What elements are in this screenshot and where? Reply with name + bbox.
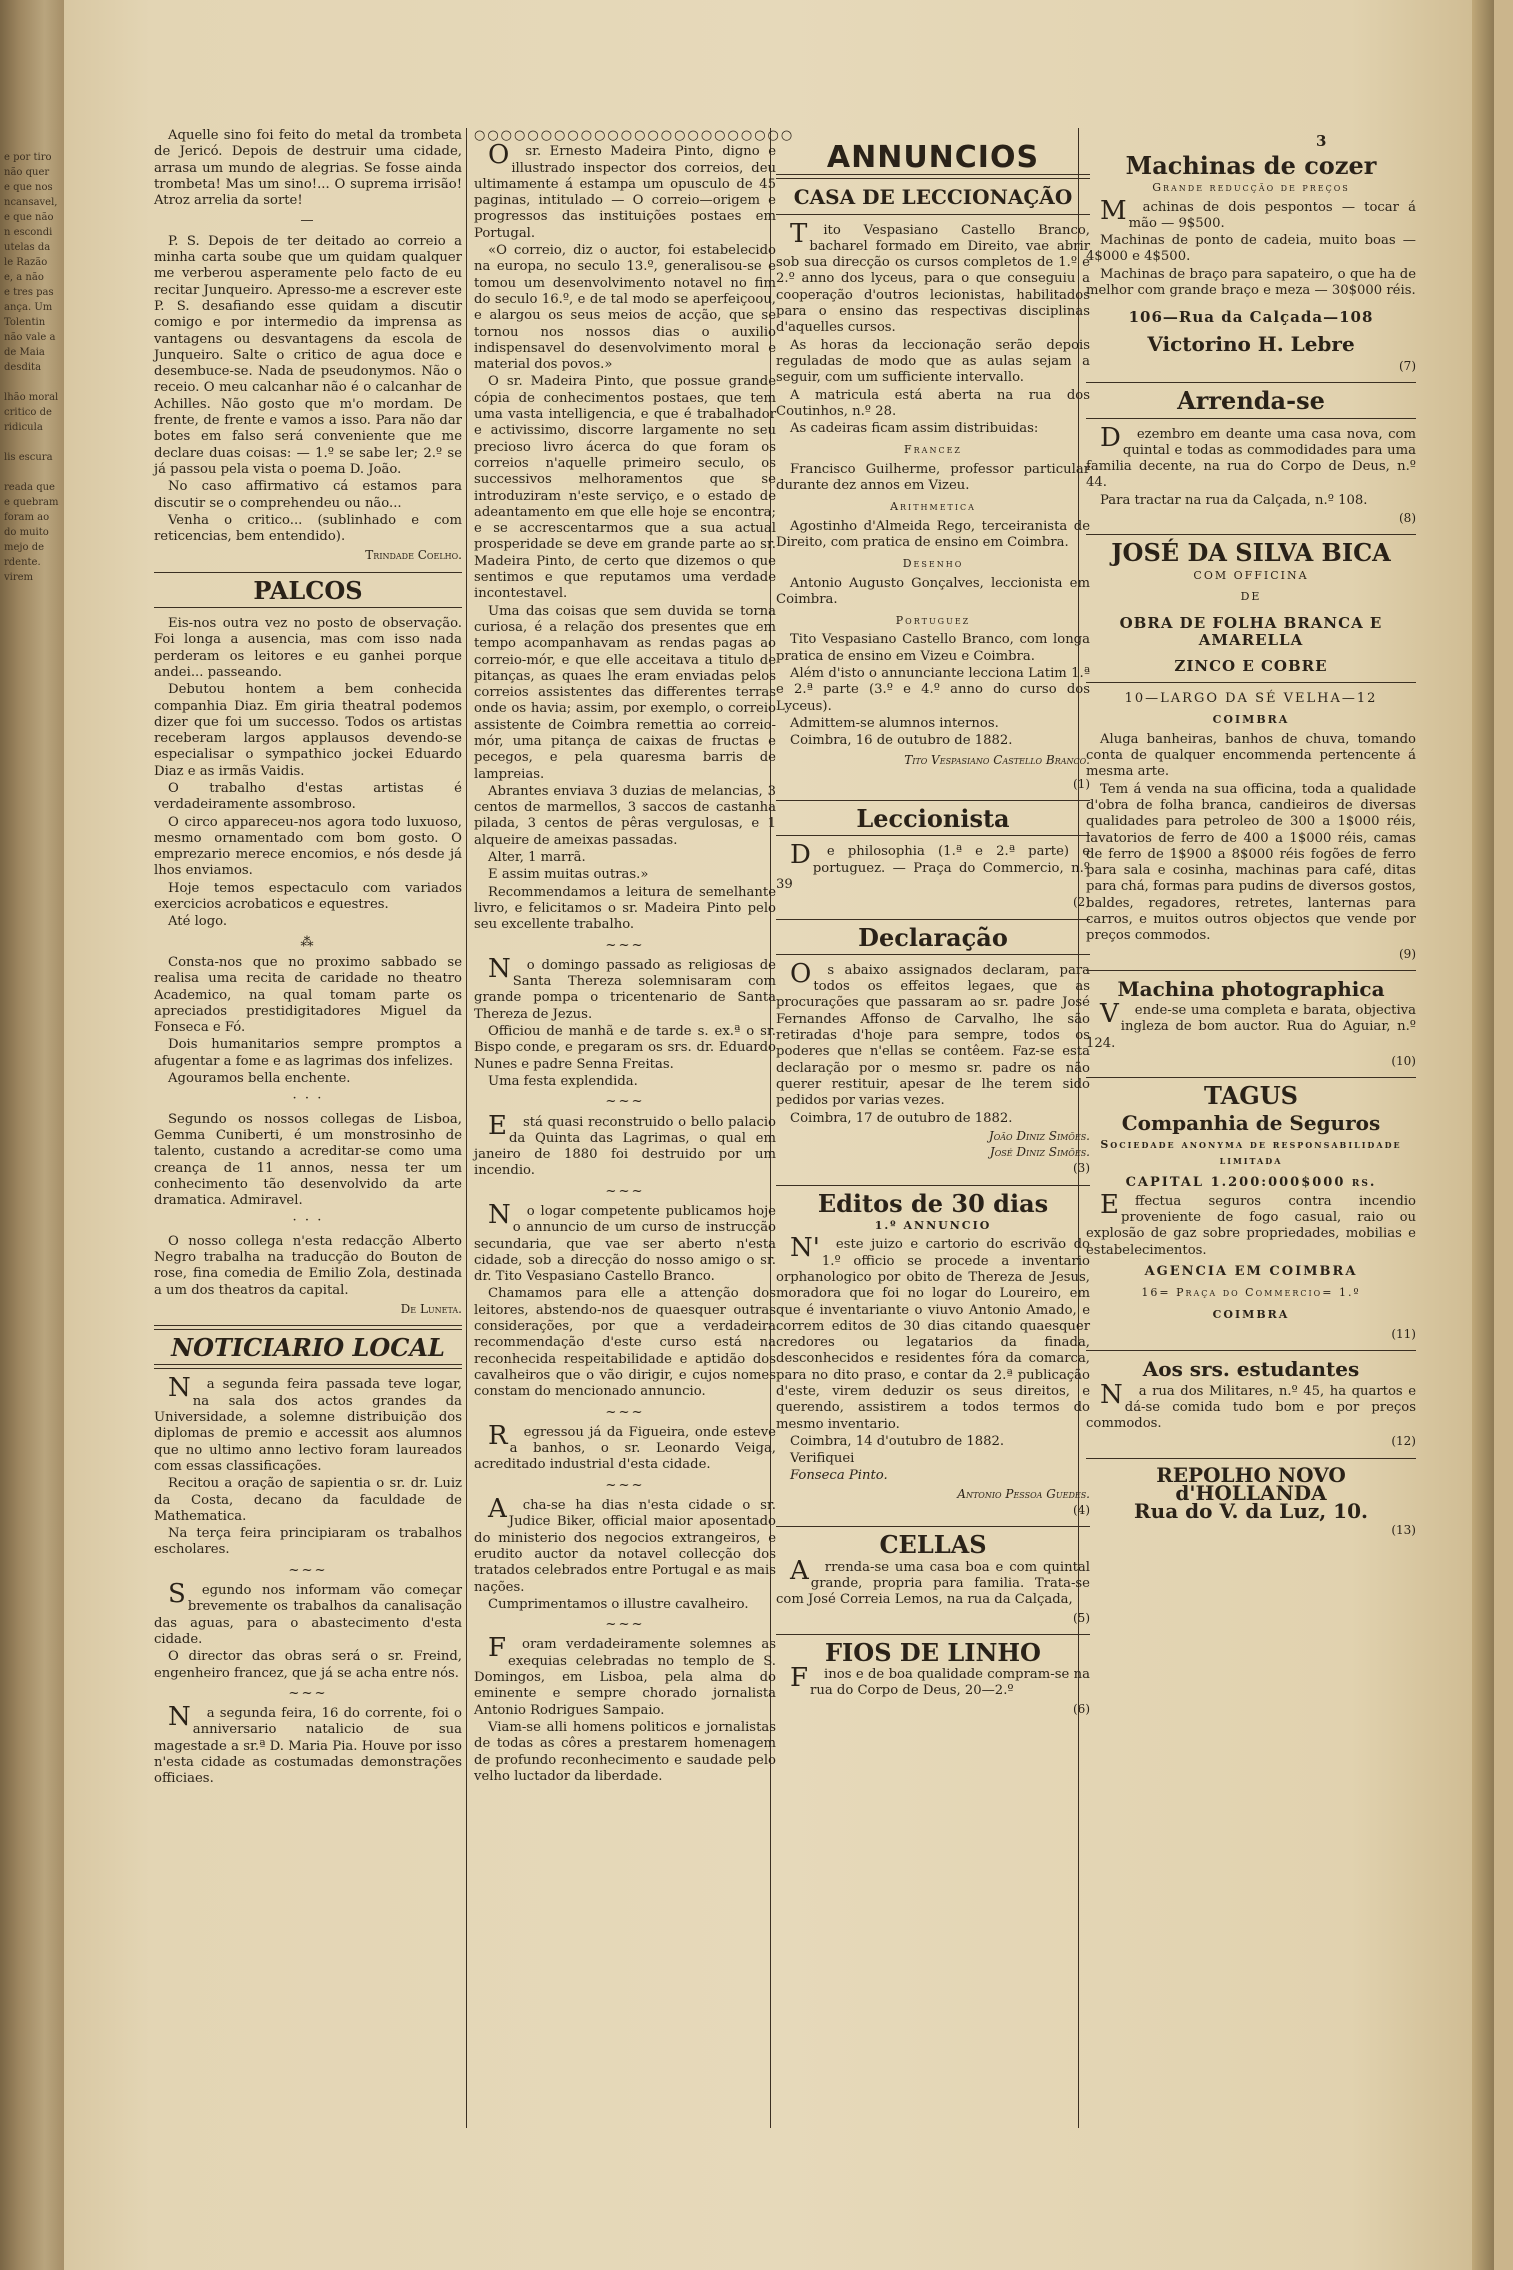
divider (1086, 382, 1416, 383)
paragraph: Abrantes enviava 3 duzias de melancias, 3 centos de marmellos, 3 saccos de castanha pilada, 3 centos de pêras vergulosas, e 1 alqueire de ameixas passadas. (474, 783, 776, 848)
separator: ~~~ (605, 1617, 645, 1633)
ad-number: (10) (1391, 1054, 1416, 1069)
divider (776, 919, 1090, 920)
paragraph: Consta-nos que no proximo sabbado se realisa uma recita de caridade no theatro Academico, na qual tomam parte os apreciados prestidigitadores Miguel da Fonseca e Fó. (154, 954, 462, 1036)
ad-heading-repolho: d'HOLLANDA (1175, 1481, 1327, 1505)
paragraph: Dois humanitarios sempre promptos a afugentar a fome e as lagrimas dos infelizes. (154, 1037, 462, 1069)
paragraph: Fonseca Pinto. (790, 1468, 888, 1484)
separator: ~~~ (605, 1183, 645, 1199)
paragraph: Tem á venda na sua officina, toda a qualidade d'obra de folha branca, candieiros de diversas qualidades para petroleo de 300 a 1$000 réis, lavatorios de ferro de 400 a 1$000 réis, camas de ferro de 1$900 a 8$000 réis fogões de ferro para sala e cosinha, machinas para café, ditas para chá, formas para pudins de diversos gostos, baldes, regadores, retretes, lanternas para carros, e muitos outros objectos que vende por preços commodos. (1086, 781, 1416, 944)
divider (154, 1364, 462, 1369)
ad-subheading: Companhia de Seguros (1121, 1110, 1381, 1135)
ad-number: (6) (1073, 1701, 1090, 1716)
paragraph: O nosso collega n'esta redacção Alberto Negro trabalha na traducção do Bouton de rose, fina comedia de Emilio Zola, destinada a um dos theatros da capital. (154, 1233, 462, 1298)
ad-number: (8) (1399, 511, 1416, 526)
city-label: COIMBRA (1212, 713, 1290, 727)
paragraph: Coimbra, 16 de outubro de 1882. (790, 733, 1013, 749)
separator: — (300, 213, 316, 229)
paragraph: Coimbra, 17 de outubro de 1882. (790, 1110, 1013, 1126)
section-heading-annuncios: ANNUNCIOS (826, 140, 1040, 175)
paragraph: Eis-nos outra vez no posto de observação. Foi longa a ausencia, mas com isso nada perderam os leitores e eu ganhei porque andei... passeando. (154, 616, 462, 680)
ad-heading-casa-leccionacao: CASA DE LECCIONAÇÃO (793, 185, 1073, 210)
paragraph: Recommendamos a leitura de semelhante livro, e felicitamos o sr. Madeira Pinto pelo seu excellente trabalho. (474, 884, 776, 933)
ad-number: (11) (1391, 1326, 1416, 1341)
paragraph: Segundo os nossos collegas de Lisboa, Gemma Cuniberti, é um monstrosinho de talento, custando a acreditar-se como uma creança de 11 annos, nessa ter um conhecimento tão desenvolvido da arte dramatica. Admiravel. (154, 1111, 462, 1209)
subject-label: Desenho (902, 557, 964, 571)
paragraph: Na segunda feira, 16 do corrente, foi o anniversario natalicio de sua magestade a sr.ª D. Maria Pia. Houve por isso n'esta cidade as costumadas demonstrações officiaes. (154, 1702, 462, 1787)
paragraph: O circo appareceu-nos agora todo luxuoso, mesmo ornamentado com bom gosto. O emprezario merece encomios, e nós desde já lhos enviamos. (154, 814, 462, 879)
signature: De Luneta. (400, 1301, 462, 1316)
paragraph: Officiou de manhã e de tarde s. ex.ª o sr. Bispo conde, e pregaram os srs. dr. Eduardo Nunes e padre Senna Freitas. (474, 1024, 776, 1072)
separator: ~~~ (288, 1685, 328, 1701)
paragraph: Vende-se uma completa e barata, objectiva ingleza de bom auctor. Rua do Aguiar, n.º 124. (1086, 999, 1416, 1051)
paragraph: Viam-se alli homens politicos e jornalistas de todas as côres a prestarem homenagem de profundo reconhecimento e saudade pelo velho luctador da liberdade. (474, 1719, 776, 1784)
ad-number: (2) (1073, 895, 1090, 910)
ad-heading-machinas: Machinas de cozer (1125, 151, 1377, 180)
ad-heading-photo: Machina photographica (1117, 976, 1385, 1001)
paragraph: No domingo passado as religiosas de Santa Thereza solemnisaram com grande pompa o tricentenario de Santa Thereza de Jezus. (474, 953, 776, 1022)
paragraph: Na segunda feira passada teve logar, na sala dos actos grandes da Universidade, a solemne distribuição dos diplomas de premio e accessit aos alumnos que no ultimo anno lectivo foram laureados com essas classificações. (154, 1373, 462, 1474)
ad-heading-declaracao: Declaração (858, 922, 1008, 952)
column-2 (474, 128, 795, 1786)
paragraph: Para tractar na rua da Calçada, n.º 108. (1100, 492, 1368, 508)
paragraph: Segundo nos informam vão começar brevemente os trabalhos da canalisação das aguas, para o abastecimento d'esta cidade. (154, 1579, 462, 1647)
paragraph: Hoje temos espectaculo com variados exercicios acrobaticos e equestres. (154, 880, 462, 913)
paragraph: As cadeiras ficam assim distribuidas: (790, 421, 1039, 437)
merchant-name: Victorino H. Lebre (1147, 331, 1355, 356)
paragraph: Até logo. (168, 914, 228, 930)
separator: ~~~ (605, 1094, 645, 1110)
paragraph: Cumprimentamos o illustre cavalheiro. (488, 1596, 749, 1612)
paragraph: P. S. Depois de ter deitado ao correio a minha carta soube que um quidam qualquer me verberou asperamente pelo facto de eu recitar Junqueiro. Apresso-me a escrever este P. S. desafiando esse quidam a discutir comigo e por intermedio da imprensa as vantagens ou desvantagens da escola de Junqueiro. Salte o critico de agua doce e desembuce-se. Nada de pseudonymos. Não o receio. O meu calcanhar não é o calcanhar de Achilles. Não gosto que m'o mordam. De frente, de frente e vamos a isso. Para não dar botes em falso será conveniente que me declare duas coisas: — 1.º se sabe ler; 2.º se já passou pela vista o poema D. João. (154, 233, 462, 477)
paragraph: Aquelle sino foi feito do metal da trombeta de Jericó. Depois de destruir uma cidade, arrasa um mundo de alegrias. Se fosse ainda trombeta! Mas um sino!... O suprema irrisão! Atroz arrelia da sorte! (154, 128, 462, 209)
column-rule (466, 128, 467, 2128)
paragraph: Machinas de braço para sapateiro, o que ha de melhor com grande braço e meza — 30$000 réis. (1086, 266, 1416, 299)
divider (776, 954, 1090, 955)
divider (776, 835, 1090, 836)
signature: Tito Vespasiano Castello Branco. (904, 752, 1090, 767)
divider (776, 174, 1090, 179)
paragraph: Machinas de dois pespontos — tocar á mão — 9$500. (1100, 195, 1416, 231)
address-line: 16= Praça do Commercio= 1.º (1141, 1286, 1361, 1300)
adjacent-page-edge (0, 0, 64, 2270)
ad-heading-editos: Editos de 30 dias (817, 1188, 1049, 1218)
paragraph: Venha o critico... (sublinhado e com reticencias, bem entendido). (154, 512, 462, 545)
paragraph: «O correio, diz o auctor, foi estabelecido na europa, no seculo 13.º, generalisou-se e tomou um desenvolvimento notavel no fim do seculo 16.º, e de tal modo se aperfeiçoou, e alargou os seus meios de acção, que se tornou nos nossos dias o auxilio indispensavel do desenvolvimento moral e material dos povos.» (474, 243, 776, 373)
paragraph: Os abaixo assignados declaram, para todos os effeitos legaes, que as procurações que passaram ao sr. padre José Fernandes Affonso de Carvalho, lhe são retiradas d'hoje para sempre, todos os poderes que n'ellas se contêem. Faz-se esta declaração por o mesmo sr. padre os não querer restituir, apesar de lhe terem sido pedidos por varias vezes. (776, 958, 1090, 1109)
paragraph: Agouramos bella enchente. (168, 1071, 351, 1087)
capital-label: CAPITAL 1.200:000$000 rs. (1125, 1174, 1377, 1190)
divider (1086, 682, 1416, 683)
address-line: 106—Rua da Calçada—108 (1128, 308, 1374, 327)
ad-heading-arrenda: Arrenda-se (1177, 386, 1325, 416)
paragraph: Arrenda-se uma casa boa e com quintal grande, propria para familia. Trata-se com José Correia Lemos, na rua da Calçada, (776, 1555, 1090, 1608)
paragraph: Na terça feira principiaram os trabalhos escholares. (154, 1526, 462, 1558)
ad-subheading: 1.º ANNUNCIO (874, 1219, 992, 1233)
subject-label: Arithmetica (890, 500, 976, 514)
ad-subheading: Sociedade anonyma de responsabilidade limitada (1100, 1137, 1402, 1168)
paragraph: Agostinho d'Almeida Rego, terceiranista de Direito, com pratica de ensino em Coimbra. (776, 518, 1090, 550)
paragraph: Além d'isto o annunciante lecciona Latim 1.ª e 2.ª parte (3.º e 4.º anno do curso dos Lyceus). (776, 666, 1090, 714)
section-heading-noticiario: NOTICIARIO LOCAL (171, 1333, 445, 1363)
divider (776, 800, 1090, 801)
column-1 (154, 128, 462, 1789)
ad-heading-repolho: REPOLHO NOVO (1156, 1462, 1346, 1487)
ad-number: (7) (1399, 358, 1416, 373)
paragraph: O sr. Madeira Pinto, que possue grande cópia de conhecimentos postaes, que tem uma vasta intelligencia, e que é trabalhador e activissimo, discorre largamente no seu precioso livro ácerca do que foram os correios n'aquelle primeiro seculo, os successivos melhoramentos que se introduziram n'este serviço, e o estado de adeantamento em que elle hoje se encontra; e se accrescentarmos que a sua actual prosperidade se deve em grande parte ao sr. Madeira Pinto, de certo que dizemos o que sentimos e que reputamos uma verdade incontestavel. (474, 374, 776, 602)
paragraph: Foram verdadeiramente solemnes as exequias celebradas no templo de S. Domingos, em Lisboa, pela alma do eminente e sempre chorado jornalista Antonio Rodrigues Sampaio. (474, 1633, 776, 1718)
paragraph: Aluga banheiras, banhos de chuva, tomando conta de qualquer encommenda pertencente á mesma arte. (1086, 731, 1416, 780)
section-heading-palcos: PALCOS (253, 575, 363, 605)
paragraph: Na rua dos Militares, n.º 45, ha quartos e dá-se comida tudo bom e por preços commodos. (1086, 1379, 1416, 1432)
paragraph: Antonio Augusto Gonçalves, leccionista em Coimbra. (776, 575, 1090, 607)
paragraph: Finos e de boa qualidade compram-se na rua do Corpo de Deus, 20—2.º (790, 1663, 1090, 1699)
paragraph: Coimbra, 14 d'outubro de 1882. (790, 1433, 1005, 1449)
divider (1086, 1458, 1416, 1459)
ad-number: (1) (1073, 776, 1090, 791)
ad-subheading: ZINCO E COBRE (1174, 656, 1328, 675)
paragraph: Machinas de ponto de cadeia, muito boas — 4$000 e 4$500. (1086, 233, 1416, 265)
ad-subheading: Grande reducção de preços (1152, 181, 1350, 195)
subject-label: Francez (904, 443, 962, 457)
signature: José Diniz Simões. (989, 1145, 1090, 1160)
ornament-border: ○○○○○○○○○○○○○○○○○○○○○○○○ (474, 128, 795, 143)
separator: ~~~ (605, 1477, 645, 1493)
divider (1086, 1350, 1416, 1351)
separator: ~~~ (605, 937, 645, 953)
paragraph: Effectua seguros contra incendio proveniente de fogo casual, raio ou explosão de gaz sobre propriedades, mobilias e estabelecimentos. (1086, 1189, 1416, 1258)
separator: · · · (292, 1213, 324, 1229)
ad-subheading: DE (1240, 589, 1262, 603)
paragraph: Dezembro em deante uma casa nova, com quintal e todas as commodidades para uma familia decente, na rua do Corpo de Deus, n.º 44. (1086, 422, 1416, 491)
page-edge (1472, 0, 1494, 2270)
ad-subheading: OBRA DE FOLHA BRANCA E AMARELLA (1119, 614, 1383, 649)
paragraph: Chamamos para elle a attenção dos leitores, abstendo-nos de quaesquer outras considerações, por que a verdadeira recommendação d'este curso está na reconhecida respeitabilidade e aptidão dos cavalheiros que o vão dirigir, e cujos nomes constam do mencionado annuncio. (474, 1286, 776, 1400)
page-number: 3 (1316, 132, 1327, 150)
ad-heading-tagus: TAGUS (1204, 1081, 1298, 1111)
paragraph: Acha-se ha dias n'esta cidade o sr. Judice Biker, official maior aposentado do ministerio dos negocios extrangeiros, e erudito auctor da notavel collecção dos tratados celebrados entre Portugal e as mais nações. (474, 1494, 776, 1595)
divider (1086, 418, 1416, 419)
paragraph: Verifiquei (790, 1451, 855, 1467)
ad-number: (12) (1391, 1434, 1416, 1449)
ad-heading-repolho: Rua do V. da Luz, 10. (1134, 1499, 1368, 1524)
paragraph: As horas da leccionação serão depois reguladas de modo que as aulas sejam a seguir, com um sufficiente intervallo. (776, 337, 1090, 386)
divider (154, 1325, 462, 1330)
paragraph: A matricula está aberta na rua dos Coutinhos, n.º 28. (776, 387, 1090, 419)
column-3 (776, 128, 1090, 1725)
ad-number: (9) (1399, 946, 1416, 961)
newspaper-page (64, 0, 1494, 2270)
separator: ⁂ (300, 934, 316, 950)
address-line: 10—LARGO DA SÉ VELHA—12 (1124, 691, 1378, 707)
paragraph: Admittem-se alumnos internos. (790, 715, 999, 731)
paragraph: No logar competente publicamos hoje o annuncio de um curso de instrucção secundaria, que vae ser aberto n'esta cidade, sob a direcção do nosso amigo o sr. dr. Tito Vespasiano Castello Branco. (474, 1200, 776, 1285)
column-4 (1086, 128, 1416, 1546)
ad-number: (5) (1073, 1610, 1090, 1625)
paragraph: Está quasi reconstruido o bello palacio da Quinta das Lagrimas, o qual em janeiro de 1880 foi destruido por um incendio. (474, 1110, 776, 1179)
paragraph: Recitou a oração de sapientia o sr. dr. Luiz da Costa, decano da faculdade de Mathematica. (154, 1476, 462, 1524)
paragraph: Alter, 1 marrã. (488, 850, 586, 866)
subject-label: Portuguez (895, 614, 971, 628)
adjacent-page-text: e por tiro não quer e que nos ncansavel, e que não n escondi utelas da le Razão e, a não e tres pas ança. Um Tolentin não vale a de Maia desdita lhão moral critico de ridicula lis escura reada que e quebram foram ao do muito mejo de rdente. virem (4, 152, 59, 583)
agency-label: AGENCIA EM COIMBRA (1144, 1264, 1358, 1280)
paragraph: Tito Vespasiano Castello Branco, bacharel formado em Direito, vae abrir sob sua direcção os cursos completos de 1.º e 2.º anno dos lyceus, para o que conseguiu a cooperação d'outros lecionistas, habilitados para o ensino das respectivas disciplinas d'aquelles cursos. (776, 218, 1090, 336)
ad-number: (3) (1073, 1161, 1090, 1176)
paragraph: Uma festa explendida. (488, 1073, 638, 1089)
separator: ~~~ (288, 1562, 328, 1578)
ad-subheading: COM OFFICINA (1193, 568, 1309, 582)
paragraph: No caso affirmativo cá estamos para discutir se o comprehendeu ou não... (154, 479, 462, 511)
divider (776, 214, 1090, 215)
paragraph: Francisco Guilherme, professor particular durante dez annos em Vizeu. (776, 461, 1090, 494)
paragraph: Osr. Ernesto Madeira Pinto, digno e illustrado inspector dos correios, deu ultimamente á estampa um opusculo de 45 paginas, intitulado — O correio—origem e progressos das instituições postaes em Portugal. (474, 140, 776, 241)
divider (1086, 534, 1416, 535)
divider (1086, 970, 1416, 971)
paragraph: N'este juizo e cartorio do escrivão do 1.º officio se procede a inventario orphanologico por obito de Thereza de Jesus, moradora que foi no logar do Loureiro, em que é inventariante o viuvo Antonio Amado, e correm editos de 30 dias citando quaesquer credores ou legatarios da finada, desconhecidos e residentes fóra da comarca, para no dito praso, e contar da 2.ª publicação d'este, virem deduzir os seus direitos, e querendo, assistirem a todos termos do mesmo inventario. (776, 1233, 1090, 1432)
divider (1086, 1077, 1416, 1078)
paragraph: O trabalho d'estas artistas é verdadeiramente assombroso. (154, 780, 462, 813)
paragraph: O director das obras será o sr. Freind, engenheiro francez, que já se acha entre nós. (154, 1649, 462, 1681)
ad-heading-fios: FIOS DE LINHO (825, 1637, 1041, 1667)
separator: · · · (292, 1091, 324, 1107)
paragraph: De philosophia (1.ª e 2.ª parte) e portuguez. — Praça do Commercio, n.º 39 (776, 840, 1090, 892)
divider (776, 1526, 1090, 1527)
ad-number: (4) (1073, 1503, 1090, 1518)
paragraph: Uma das coisas que sem duvida se torna curiosa, é a relação dos presentes que em tempo acompanhavam as rendas pagas ao correio-mór, e que elle acceitava a titulo de pitanças, as quaes lhe eram enviadas pelos correios assistentes das differentes terras onde os havia; assim, por exemplo, o correio assistente de Coimbra remettia ao correio-mór, uma pitança de caixas de fructas e pecegos, e pela quaresma barris de lampreias. (474, 603, 776, 782)
divider (776, 1634, 1090, 1635)
divider (154, 572, 462, 573)
ad-number: (13) (1391, 1522, 1416, 1537)
paragraph: Debutou hontem a bem conhecida companhia Diaz. Em giria theatral podemos dizer que foi um successo. Todos os artistas receberam largos applausos devendo-se especialisar o sympathico jockei Eduardo Diaz e as irmãs Vaidis. (154, 682, 462, 779)
city-label: COIMBRA (1212, 1307, 1290, 1321)
ad-heading-leccionista: Leccionista (856, 804, 1010, 834)
ad-heading-bica: JOSÉ DA SILVA BICA (1111, 538, 1391, 568)
signature: Antonio Pessoa Guedes. (957, 1486, 1090, 1501)
paragraph: Regressou já da Figueira, onde esteve a banhos, o sr. Leonardo Veiga, acreditado industrial d'esta cidade. (474, 1420, 776, 1473)
paragraph: E assim muitas outras.» (488, 867, 649, 883)
signature: João Diniz Simões. (988, 1128, 1090, 1143)
divider (776, 1185, 1090, 1186)
ad-heading-cellas: CELLAS (879, 1530, 987, 1560)
ad-heading-estudantes: Aos srs. estudantes (1142, 1357, 1360, 1382)
signature: Trindade Coelho. (365, 548, 462, 563)
separator: ~~~ (605, 1404, 645, 1420)
divider (154, 607, 462, 608)
paragraph: Tito Vespasiano Castello Branco, com longa pratica de ensino em Vizeu e Coimbra. (776, 632, 1090, 664)
